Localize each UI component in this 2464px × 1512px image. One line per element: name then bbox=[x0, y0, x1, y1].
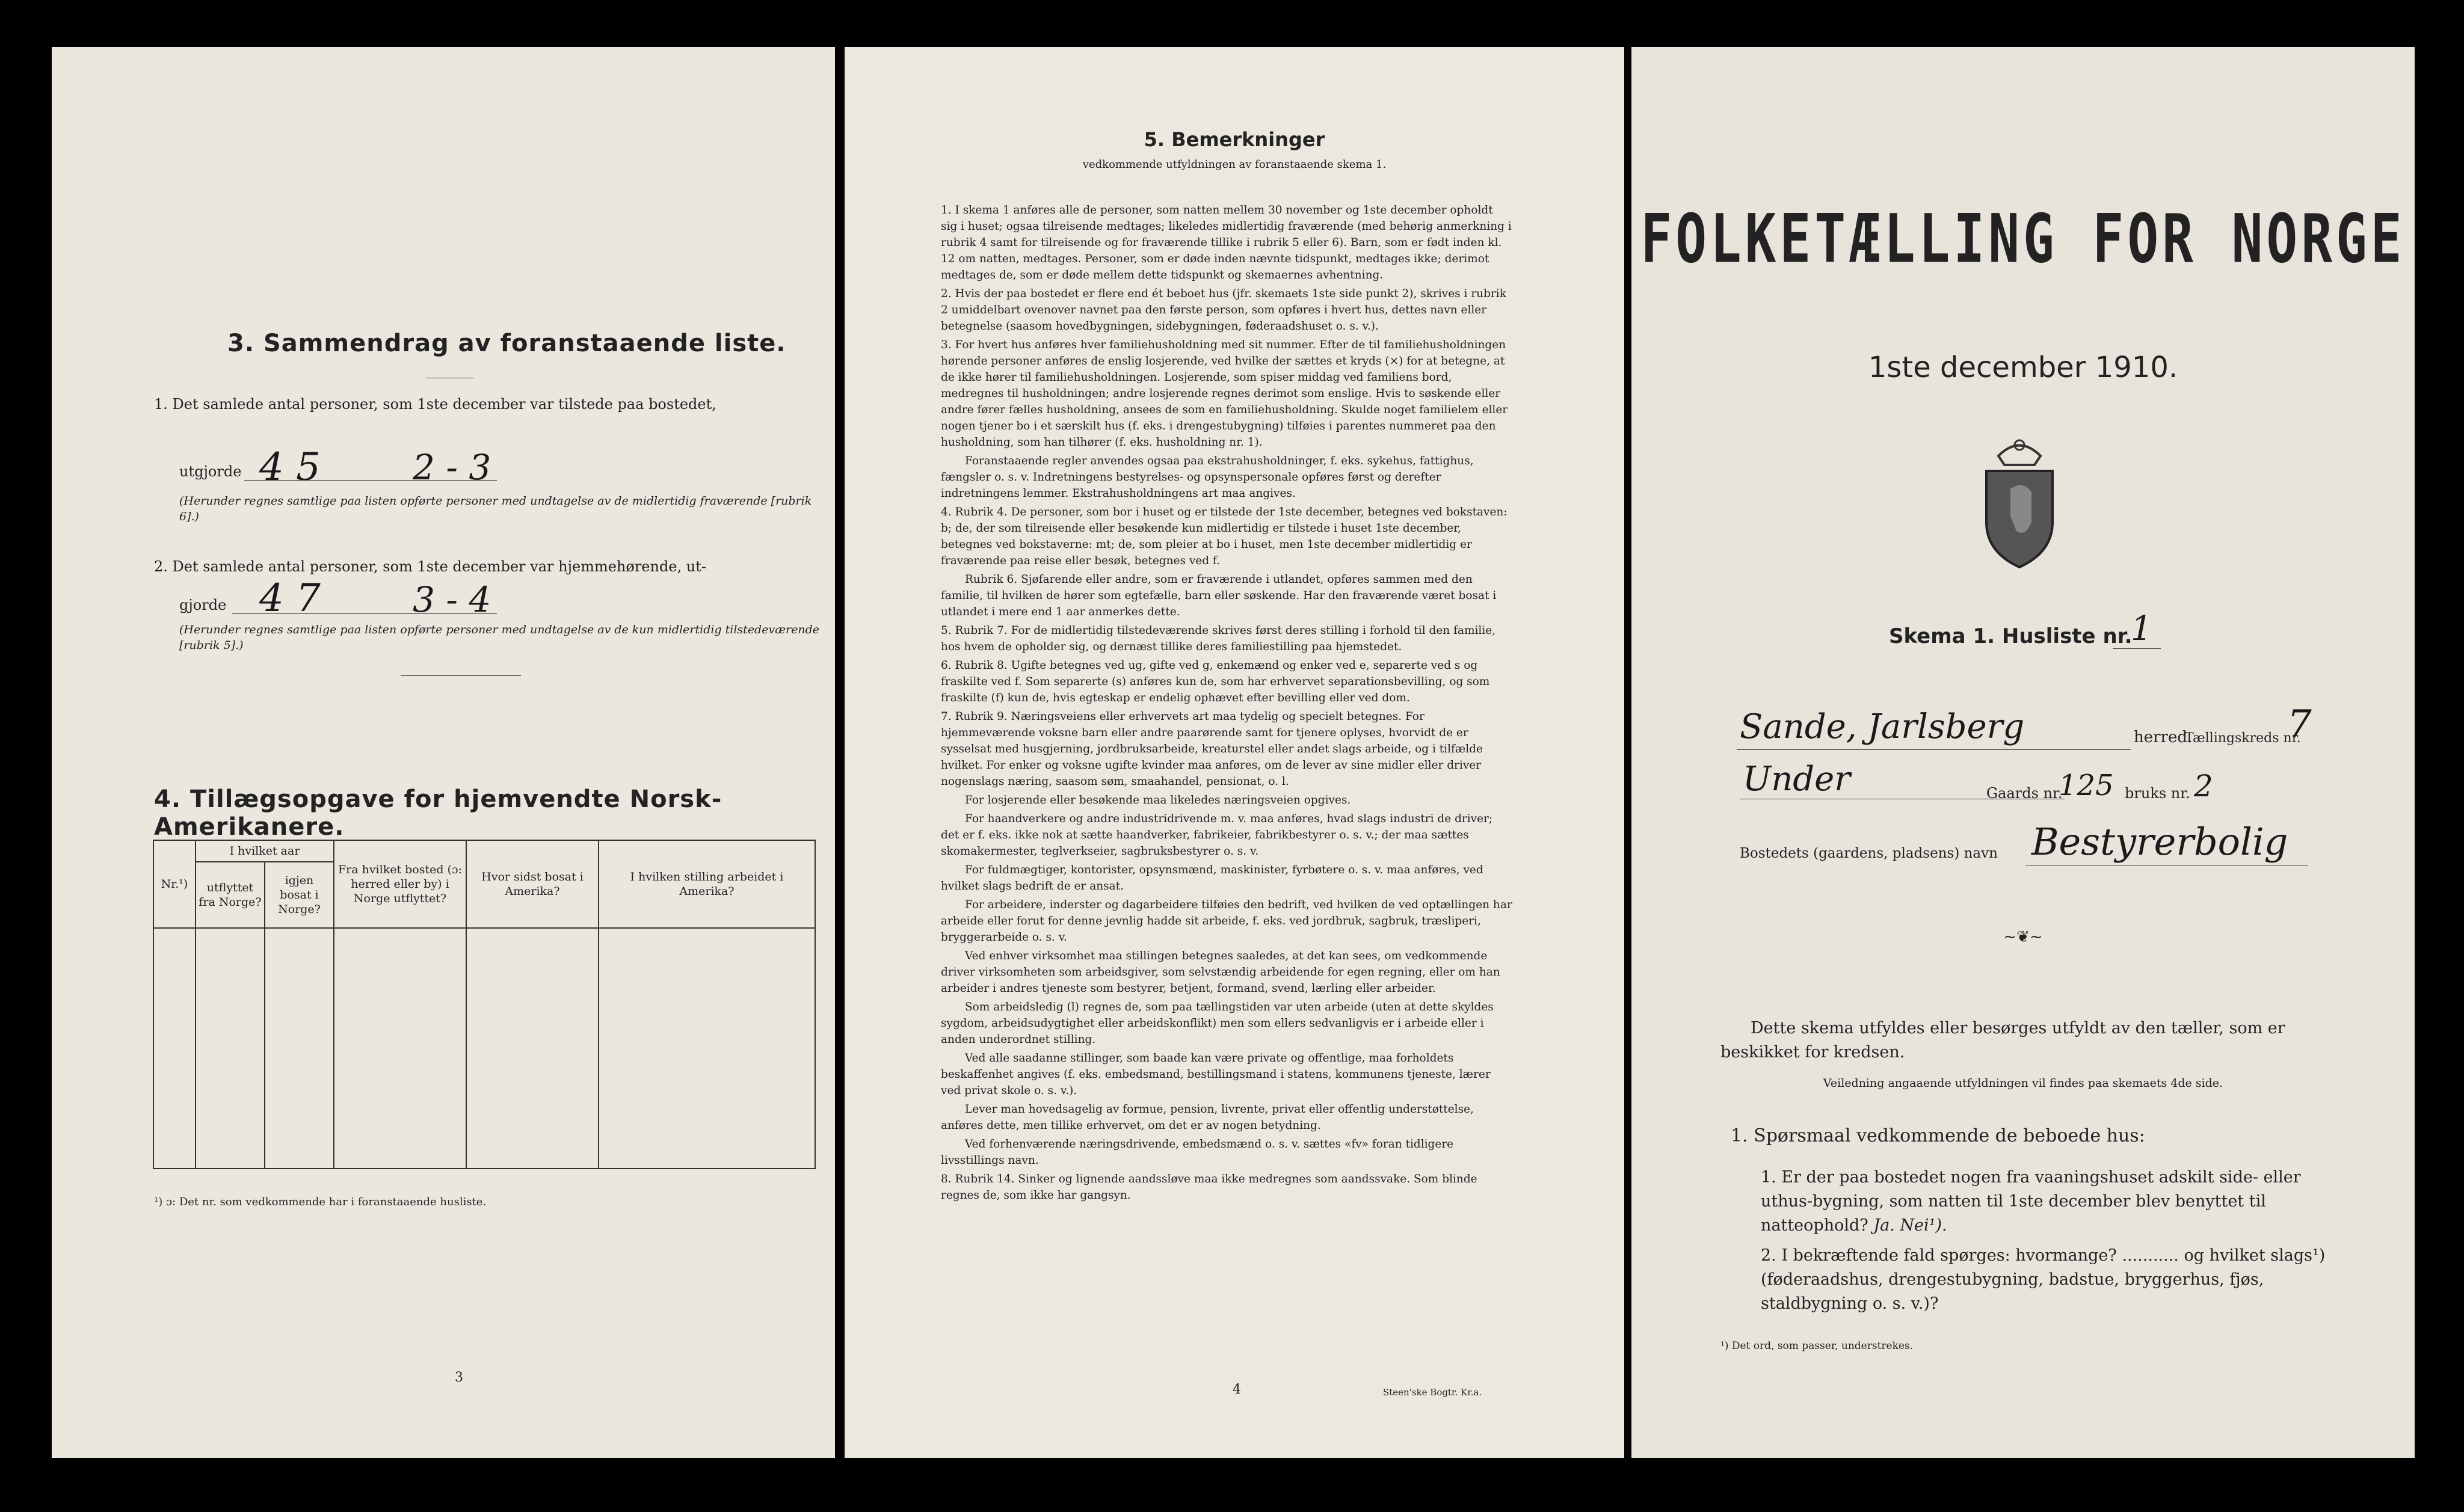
husliste-handwritten: 1 bbox=[2131, 609, 2152, 648]
section-4-title: 4. Tillægsopgave for hjemvendte Norsk-Amerikanere. bbox=[154, 785, 722, 841]
remark-paragraph: 6. Rubrik 8. Ugifte betegnes ved ug, gifte ved g, enkemænd og enker ved e, separerte ved s og fraskilte ved f. Som separerte (s) anføres kun de, som har erhvervet separationsbevilling, og som fraskilte (f) kun de, hvis egteskap er endelig ophævet efter bevilling eller ved dom. bbox=[941, 659, 1490, 704]
remark-paragraph: 4. Rubrik 4. De personer, som bor i huset og er tilstede der 1ste december, betegnes ved bokstaven: b; de, der som tilreisende eller besøkende kun midlertidig er tilstede i huset 1ste december, betegnes ved bokstaverne: mt; de, som pleier at bo i huset, men 1ste december midlertidig er fraværende paa reise eller besøk, betegnes ved f. bbox=[941, 506, 1508, 567]
remark-paragraph: 5. Rubrik 7. For de midlertidig tilstedeværende skrives først deres stilling i forhold til den familie, hos hvem de opholder sig, og dernæst tillike deres familiestilling paa hjemstedet. bbox=[941, 624, 1496, 653]
middle-page bbox=[845, 47, 1624, 1458]
remarks-list bbox=[941, 202, 1512, 1206]
remark-paragraph: For fuldmægtiger, kontorister, opsynsmænd, maskinister, fyrbøtere o. s. v. maa anføres, ved hvilket slags bedrift de er ansat. bbox=[941, 864, 1483, 893]
remark-paragraph: Rubrik 6. Sjøfarende eller andre, som er fraværende i utlandet, opføres sammen med den familie, til hvilken de hører som egtefælle, barn eller søskende. Har den fraværende været bosat i utlandet i mere end 1 aar anmerkes dette. bbox=[941, 573, 1497, 618]
bruks-label: bruks nr. bbox=[2125, 785, 2190, 802]
instruction-text: Dette skema utfyldes eller besørges utfyldt av den tæller, som er beskikket for kredsen. bbox=[1720, 1019, 2285, 1062]
main-title: FOLKETÆLLING FOR NORGE bbox=[1640, 200, 2406, 278]
remark-paragraph: 8. Rubrik 14. Sinker og lignende aandssløve maa ikke medregnes som aandssvake. Som blinde regnes de, som ikke har gangsyn. bbox=[941, 1173, 1477, 1202]
col-from: Fra hvilket bosted (ɔ: herred eller by) i Norge utflyttet? bbox=[334, 840, 466, 928]
left-page bbox=[52, 47, 835, 1458]
gaard-nr-handwritten: 125 bbox=[2059, 769, 2114, 802]
question-1 bbox=[1761, 1166, 2338, 1238]
remark-paragraph: 7. Rubrik 9. Næringsveiens eller erhvervets art maa tydelig og specielt betegnes. For hjemmeværende voksne barn eller andre paarørende samt for tjenere oplyses, hvorvidt de er sysselsat med husgjerning, jordbruksarbeide, kreaturstel eller andet slags arbeide, og i tilfælde hvilket. For enker og voksne ugifte kvinder maa anføres, om de lever av sine midler eller driver nogenslags næring, saasom søm, smaahandel, pensionat, o. l. bbox=[941, 710, 1483, 788]
q1-handwritten-count: 4 5 bbox=[259, 445, 321, 490]
remark-paragraph: For haandverkere og andre industridrivende m. v. maa anføres, hvad slags industri de driver; det er f. eks. ikke nok at sætte haandverker, fabrikeier, fabrikbestyrer o. s. v.; der maa sættes skomakermester, teglverkseier, sagbruksbestyrer o. s. v. bbox=[941, 813, 1493, 858]
col-emigrated: utflyttet fra Norge? bbox=[196, 862, 265, 928]
q1-prefix: utgjorde bbox=[179, 463, 242, 480]
q1-text: 1. Det samlede antal personer, som 1ste december var tilstede paa bostedet, bbox=[154, 396, 716, 413]
col-returned: igjen bosat i Norge? bbox=[265, 862, 334, 928]
veiledning-text: Veiledning angaaende utfyldningen vil findes paa skemaets 4de side. bbox=[1823, 1077, 2223, 1090]
divider bbox=[401, 675, 521, 676]
ornament: ~❦~ bbox=[2003, 928, 2043, 946]
krets-handwritten: 7 bbox=[2287, 702, 2312, 747]
coat-of-arms-icon bbox=[1974, 432, 2065, 570]
herred-label: herred. bbox=[2134, 728, 2193, 746]
q2-prefix: gjorde bbox=[179, 597, 227, 613]
gaard-label: Gaards nr. bbox=[1986, 785, 2063, 802]
col-last-america: Hvor sidst bosat i Amerika? bbox=[466, 840, 599, 928]
col-group-year: I hvilket aar bbox=[196, 840, 334, 862]
bosted-label: Bostedets (gaardens, pladsens) navn bbox=[1740, 846, 1998, 861]
table-row bbox=[153, 928, 815, 1169]
remark-paragraph: Ved forhenværende næringsdrivende, embedsmænd o. s. v. sættes «fv» foran tidligere livsstillings navn. bbox=[941, 1138, 1454, 1167]
remark-paragraph: Ved enhver virksomhet maa stillingen betegnes saaledes, at det kan sees, om vedkommende driver virksomheten som arbeidsgiver, som selvstændig arbeidende for egen regning, eller om han arbeider i andres tjeneste som bestyrer, betjent, formand, svend, lærling eller arbeider. bbox=[941, 950, 1500, 995]
norsk-amerikanere-table bbox=[153, 840, 816, 1169]
remarks-subtitle: vedkommende utfyldningen av foranstaaende skema 1. bbox=[1082, 158, 1387, 171]
questions-title: 1. Spørsmaal vedkommende de beboede hus: bbox=[1731, 1125, 2145, 1146]
q2-handwritten-count: 4 7 bbox=[259, 576, 321, 621]
gaard-handwritten: Under bbox=[1743, 760, 1851, 799]
remark-paragraph: For arbeidere, inderster og dagarbeidere tilføies den bedrift, ved hvilken de ved optællingen har arbeide eller forut for denne jevnlig hadde sit arbeide, f. eks. ved jordbruk, sagbruk, træsliperi, bryggerarbeide o. s. v. bbox=[941, 899, 1512, 944]
herred-handwritten: Sande, Jarlsberg bbox=[1740, 707, 2025, 746]
remark-paragraph: Som arbeidsledig (l) regnes de, som paa tællingstiden var uten arbeide (uten at dette skyldes sygdom, arbeidsudygtighet eller arbeidskonflikt) men som ellers sedvanligvis er i arbeide eller i anden underordnet stilling. bbox=[941, 1001, 1494, 1046]
page-number: 3 bbox=[455, 1370, 463, 1385]
table-footnote: ¹) ɔ: Det nr. som vedkommende har i foranstaaende husliste. bbox=[154, 1196, 487, 1208]
remarks-title: 5. Bemerkninger bbox=[1144, 128, 1325, 151]
remark-paragraph: Foranstaaende regler anvendes ogsaa paa ekstrahusholdninger, f. eks. sykehus, fattighus, fængsler o. s. v. Indretningens bestyrelses- og opsynspersonale opføres først og derefter indretningens lemmer. Ekstrahusholdningens art maa angives. bbox=[941, 455, 1474, 500]
bosted-handwritten: Bestyrerbolig bbox=[2031, 820, 2288, 864]
remark-paragraph: 3. For hvert hus anføres hver familiehusholdning med sit nummer. Efter de til familiehusholdningen hørende personer anføres de enslig losjerende, ved hvilke der sættes et kryds (×) for at betegne, at de ikke hører til familiehusholdningen. Losjerende, som spiser middag ved familiens bord, medregnes til husholdningen; andre losjerende regnes derimot som enslige. Hvis to søskende eller andre fører fælles husholdning, ansees de som en familiehusholdning. Skulde noget familielem eller nogen tjener bo i et særskilt hus (f. eks. i drengestubygning) tilføies i parentes nummeret paa den husholdning, som han tilhører (f. eks. husholdning nr. 1). bbox=[941, 339, 1508, 449]
page-number: 4 bbox=[1233, 1382, 1241, 1397]
remark-paragraph: 2. Hvis der paa bostedet er flere end ét beboet hus (jfr. skemaets 1ste side punkt 2), skrives i rubrik 2 umiddelbart ovenover navnet paa den første person, som opføres i hvert hus, dettes navn eller betegnelse (saasom hovedbygningen, sidebygningen, føderaadshuset o. s. v.). bbox=[941, 287, 1506, 333]
census-date: 1ste december 1910. bbox=[1868, 351, 2178, 384]
husliste-line bbox=[2113, 648, 2161, 649]
krets-label: Tællingskreds nr. bbox=[2185, 731, 2301, 746]
remark-paragraph: For losjerende eller besøkende maa likeledes næringsveien opgives. bbox=[965, 794, 1351, 807]
q2-text: 2. Det samlede antal personer, som 1ste december var hjemmehørende, ut- bbox=[154, 558, 706, 575]
bruks-handwritten: 2 bbox=[2194, 769, 2213, 804]
section-3-title: 3. Sammendrag av foranstaaende liste. bbox=[227, 330, 786, 357]
herred-line bbox=[1737, 749, 2131, 750]
q2-note: (Herunder regnes samtlige paa listen opførte personer med undtagelse av de kun midlertidig tilstedeværende [rubrik 5].) bbox=[179, 623, 820, 652]
remark-paragraph: Ved alle saadanne stillinger, som baade kan være private og offentlige, maa forholdets beskaffenhet angives (f. eks. embedsmand, bestillingsmand i statens, kommunens tjeneste, lærer ved privat skole o. s. v.). bbox=[941, 1052, 1491, 1097]
col-nr: Nr.¹) bbox=[153, 840, 196, 928]
col-position: I hvilken stilling arbeidet i Amerika? bbox=[599, 840, 815, 928]
question-1-text: 1. Er der paa bostedet nogen fra vaaningshuset adskilt side- eller uthus-bygning, som natten til 1ste december blev benyttet til natteophold? bbox=[1761, 1168, 2301, 1235]
question-2: 2. I bekræftende fald spørges: hvormange? ........... og hvilket slags¹) (føderaadshus, drengestubygning, badstue, bryggerhus, fjøs, staldbygning o. s. v.)? bbox=[1761, 1246, 2326, 1313]
q1-handwritten-range: 2 - 3 bbox=[413, 447, 491, 488]
remark-paragraph: 1. I skema 1 anføres alle de personer, som natten mellem 30 november og 1ste december opholdt sig i huset; ogsaa tilreisende medtages; likeledes midlertidig fraværende (med behørig anmerkning i rubrik 4 samt for tilreisende og for fraværende tillike i rubrik 5 eller 6). Barn, som er født inden kl. 12 om natten, medtages. Personer, som er døde inden nævnte tidspunkt, medtages ikke; derimot medtages de, som er døde mellem dette tidspunkt og skemaernes avhentning. bbox=[941, 204, 1512, 281]
cover-page bbox=[1631, 47, 2415, 1458]
remark-paragraph: Lever man hovedsagelig av formue, pension, livrente, privat eller offentlig understøttelse, anføres dette, men tillike erhvervet, om det er av nogen betydning. bbox=[941, 1103, 1474, 1132]
question-1-answer: Ja. Nei¹). bbox=[1873, 1216, 1947, 1235]
cover-footnote: ¹) Det ord, som passer, understrekes. bbox=[1720, 1340, 1914, 1352]
q2-handwritten-range: 3 - 4 bbox=[413, 579, 491, 620]
q1-note: (Herunder regnes samtlige paa listen opførte personer med undtagelse av de midlertidig fraværende [rubrik 6].) bbox=[179, 494, 812, 523]
skema-label: Skema 1. Husliste nr. bbox=[1889, 624, 2133, 648]
printer-mark: Steen'ske Bogtr. Kr.a. bbox=[1383, 1387, 1482, 1398]
